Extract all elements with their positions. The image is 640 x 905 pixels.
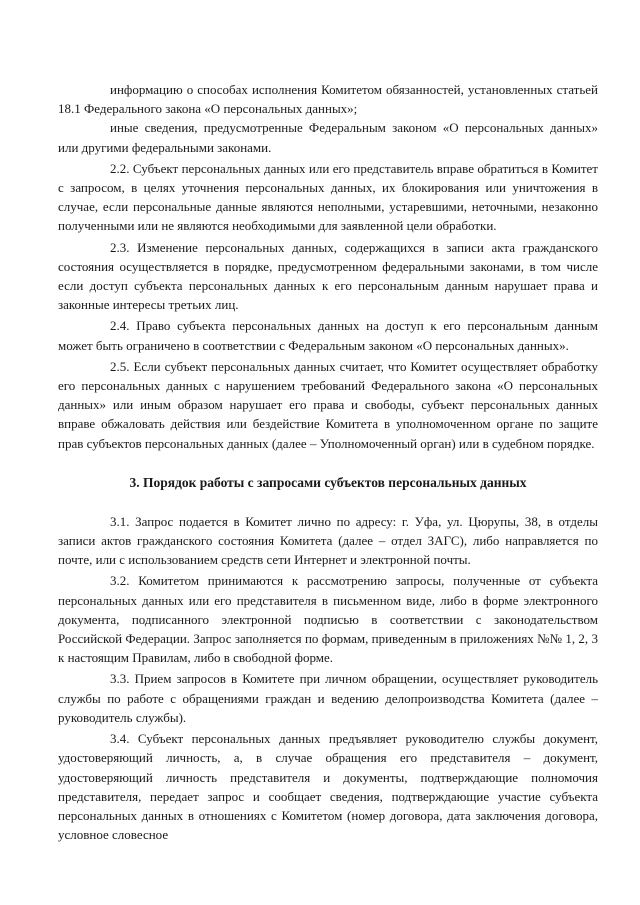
bottom-paragraphs — [58, 512, 598, 844]
paragraph: иные сведения, предусмотренные Федеральным законом «О персональных данных» или другими федеральными законами. — [58, 120, 598, 155]
paragraph: информацию о способах исполнения Комитетом обязанностей, установленных статьей 18.1 Федерального закона «О персональных данных»; — [58, 82, 598, 117]
paragraph: 3.3. Прием запросов в Комитете при личном обращении, осуществляет руководитель службы по работе с обращениями граждан и ведению делопроизводства Комитета (далее – руководитель службы). — [58, 671, 598, 725]
paragraph: 2.4. Право субъекта персональных данных на доступ к его персональным данным может быть ограничено в соответствии с Федеральным законом «О персональных данных». — [58, 318, 598, 353]
section-heading: 3. Порядок работы с запросами субъектов персональных данных — [129, 474, 527, 490]
paragraph: 3.2. Комитетом принимаются к рассмотрению запросы, полученные от субъекта персональных данных или его представителя в письменном виде, либо в форме электронного документа, подписанного электронной подписью в соответствии с законодательством Российской Федерации. Запрос заполняется по формам, приведенным в приложениях №№ 1, 2, 3 к настоящим Правилам, либо в свободной форме. — [58, 573, 598, 666]
paragraph: 2.5. Если субъект персональных данных считает, что Комитет осуществляет обработку его персональных данных с нарушением требований Федерального закона «О персональных данных» или иным образом нарушает его права и свободы, субъект персональных данных вправе обжаловать действия или бездействие Комитета в уполномоченном органе по защите прав субъектов персональных данных (далее – Уполномоченный орган) или в судебном порядке. — [58, 358, 598, 451]
paragraph: 2.2. Субъект персональных данных или его представитель вправе обратиться в Комитет с запросом, в целях уточнения персональных данных, их блокирования или уничтожения в случае, если персональные данные являются неполными, устаревшими, неточными, незаконно полученными или не являются необходимыми для заявленной цели обработки. — [58, 160, 598, 234]
top-paragraphs — [58, 80, 598, 453]
paragraph: 3.4. Субъект персональных данных предъявляет руководителю службы документ, удостоверяющий личность, а, в случае обращения его представителя – документ, удостоверяющий личность представителя и документы, подтверждающие полномочия представителя, передает запрос и сообщает сведения, подтверждающие участие субъекта персональных данных в отношениях с Комитетом (номер договора, дата заключения договора, условное словесное — [58, 731, 598, 843]
paragraph: 2.3. Изменение персональных данных, содержащихся в записи акта гражданского состояния осуществляется в порядке, предусмотренном федеральными законами, в том числе если доступ субъекта персональных данных к его персональным данным нарушает права и законные интересы третьих лиц. — [58, 239, 598, 313]
paragraph: 3.1. Запрос подается в Комитет лично по адресу: г. Уфа, ул. Цюрупы, 38, в отделы записи актов гражданского состояния Комитета (далее – отдел ЗАГС), либо направляется по почте, или с использованием средств сети Интернет и электронной почты. — [58, 513, 598, 568]
